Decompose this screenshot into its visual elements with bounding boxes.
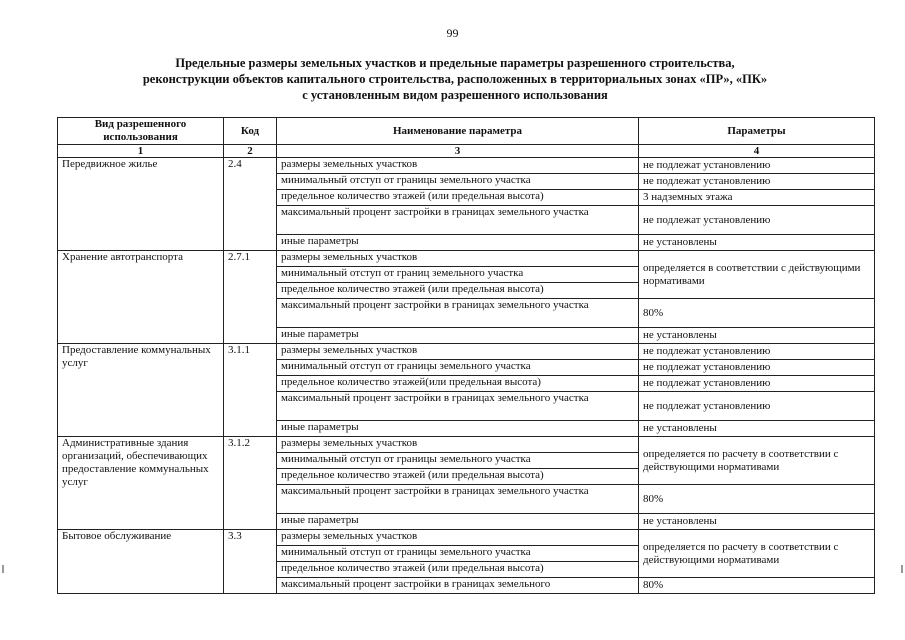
page-title: [60, 55, 850, 103]
scan-margin-mark: [901, 565, 903, 573]
table-body: [58, 158, 875, 594]
table-row: [58, 437, 875, 453]
table-row: [58, 530, 875, 546]
code-cell: 2.4: [224, 158, 277, 251]
parameter-value-cell: не установлены: [639, 421, 875, 437]
col-number: 2: [224, 145, 277, 158]
parameter-value-cell: не подлежат установлению: [639, 174, 875, 190]
parameter-value-cell: 80%: [639, 299, 875, 328]
parameter-name-cell: минимальный отступ от границы земельного участка: [277, 174, 639, 190]
use-type-cell: Административные здания организаций, обеспечивающих предоставление коммунальных услуг: [58, 437, 224, 530]
parameter-name-cell: иные параметры: [277, 514, 639, 530]
col-number: 1: [58, 145, 224, 158]
parameter-name-cell: минимальный отступ от границы земельного участка: [277, 360, 639, 376]
code-cell: 3.1.2: [224, 437, 277, 530]
code-cell: 3.3: [224, 530, 277, 594]
parameters-table: [57, 117, 875, 594]
scan-margin-mark: [2, 565, 4, 573]
parameter-name-cell: максимальный процент застройки в границах земельного участка: [277, 299, 639, 328]
parameter-name-cell: максимальный процент застройки в границах земельного участка: [277, 485, 639, 514]
parameter-name-cell: предельное количество этажей (или предельная высота): [277, 283, 639, 299]
parameter-name-cell: максимальный процент застройки в границах земельного участка: [277, 392, 639, 421]
code-cell: 3.1.1: [224, 344, 277, 437]
col-number: 3: [277, 145, 639, 158]
use-type-cell: Бытовое обслуживание: [58, 530, 224, 594]
use-type-cell: Предоставление коммунальных услуг: [58, 344, 224, 437]
table-row: [58, 251, 875, 267]
parameter-value-cell: 80%: [639, 485, 875, 514]
page-number: 99: [446, 26, 459, 40]
table-row: [58, 158, 875, 174]
header-parameters: Параметры: [639, 118, 875, 145]
parameter-name-cell: минимальный отступ от границы земельного участка: [277, 453, 639, 469]
parameter-value-cell: не подлежат установлению: [639, 206, 875, 235]
column-number-row: [58, 145, 875, 158]
title-line: с установленным видом разрешенного использования: [302, 88, 608, 102]
parameter-value-cell: определяется по расчету в соответствии с действующими нормативами: [639, 437, 875, 485]
parameter-value-cell: не установлены: [639, 514, 875, 530]
table-header-row: [58, 118, 875, 145]
parameter-value-cell: не подлежат установлению: [639, 344, 875, 360]
title-line: реконструкции объектов капитального строительства, расположенных в территориальных зонах «ПР», «ПК»: [142, 72, 768, 86]
title-line: Предельные размеры земельных участков и предельные параметры разрешенного строительства,: [175, 56, 735, 70]
use-type-cell: Передвижное жилье: [58, 158, 224, 251]
parameter-name-cell: размеры земельных участков: [277, 158, 639, 174]
parameter-name-cell: размеры земельных участков: [277, 344, 639, 360]
header-parameter-name: Наименование параметра: [277, 118, 639, 145]
parameter-name-cell: иные параметры: [277, 421, 639, 437]
parameter-name-cell: предельное количество этажей (или предельная высота): [277, 190, 639, 206]
parameter-name-cell: предельное количество этажей (или предельная высота): [277, 469, 639, 485]
parameter-value-cell: 80%: [639, 578, 875, 594]
parameter-name-cell: размеры земельных участков: [277, 437, 639, 453]
parameter-name-cell: максимальный процент застройки в границах земельного: [277, 578, 639, 594]
parameter-name-cell: предельное количество этажей(или предельная высота): [277, 376, 639, 392]
parameter-name-cell: максимальный процент застройки в границах земельного участка: [277, 206, 639, 235]
parameter-name-cell: иные параметры: [277, 328, 639, 344]
parameter-name-cell: размеры земельных участков: [277, 251, 639, 267]
parameter-value-cell: не установлены: [639, 328, 875, 344]
col-number: 4: [639, 145, 875, 158]
parameter-value-cell: определяется по расчету в соответствии с действующими нормативами: [639, 530, 875, 578]
parameter-value-cell: не подлежат установлению: [639, 376, 875, 392]
parameter-value-cell: определяется в соответствии с действующими нормативами: [639, 251, 875, 299]
parameter-name-cell: иные параметры: [277, 235, 639, 251]
header-use-type: Вид разрешенного использования: [58, 118, 224, 145]
parameter-value-cell: не подлежат установлению: [639, 392, 875, 421]
code-cell: 2.7.1: [224, 251, 277, 344]
table-row: [58, 344, 875, 360]
parameter-name-cell: предельное количество этажей (или предельная высота): [277, 562, 639, 578]
use-type-cell: Хранение автотранспорта: [58, 251, 224, 344]
parameter-value-cell: не подлежат установлению: [639, 360, 875, 376]
parameter-name-cell: минимальный отступ от границы земельного участка: [277, 546, 639, 562]
parameter-value-cell: не подлежат установлению: [639, 158, 875, 174]
parameter-value-cell: 3 надземных этажа: [639, 190, 875, 206]
parameter-name-cell: минимальный отступ от границ земельного участка: [277, 267, 639, 283]
parameter-name-cell: размеры земельных участков: [277, 530, 639, 546]
header-code: Код: [224, 118, 277, 145]
parameter-value-cell: не установлены: [639, 235, 875, 251]
